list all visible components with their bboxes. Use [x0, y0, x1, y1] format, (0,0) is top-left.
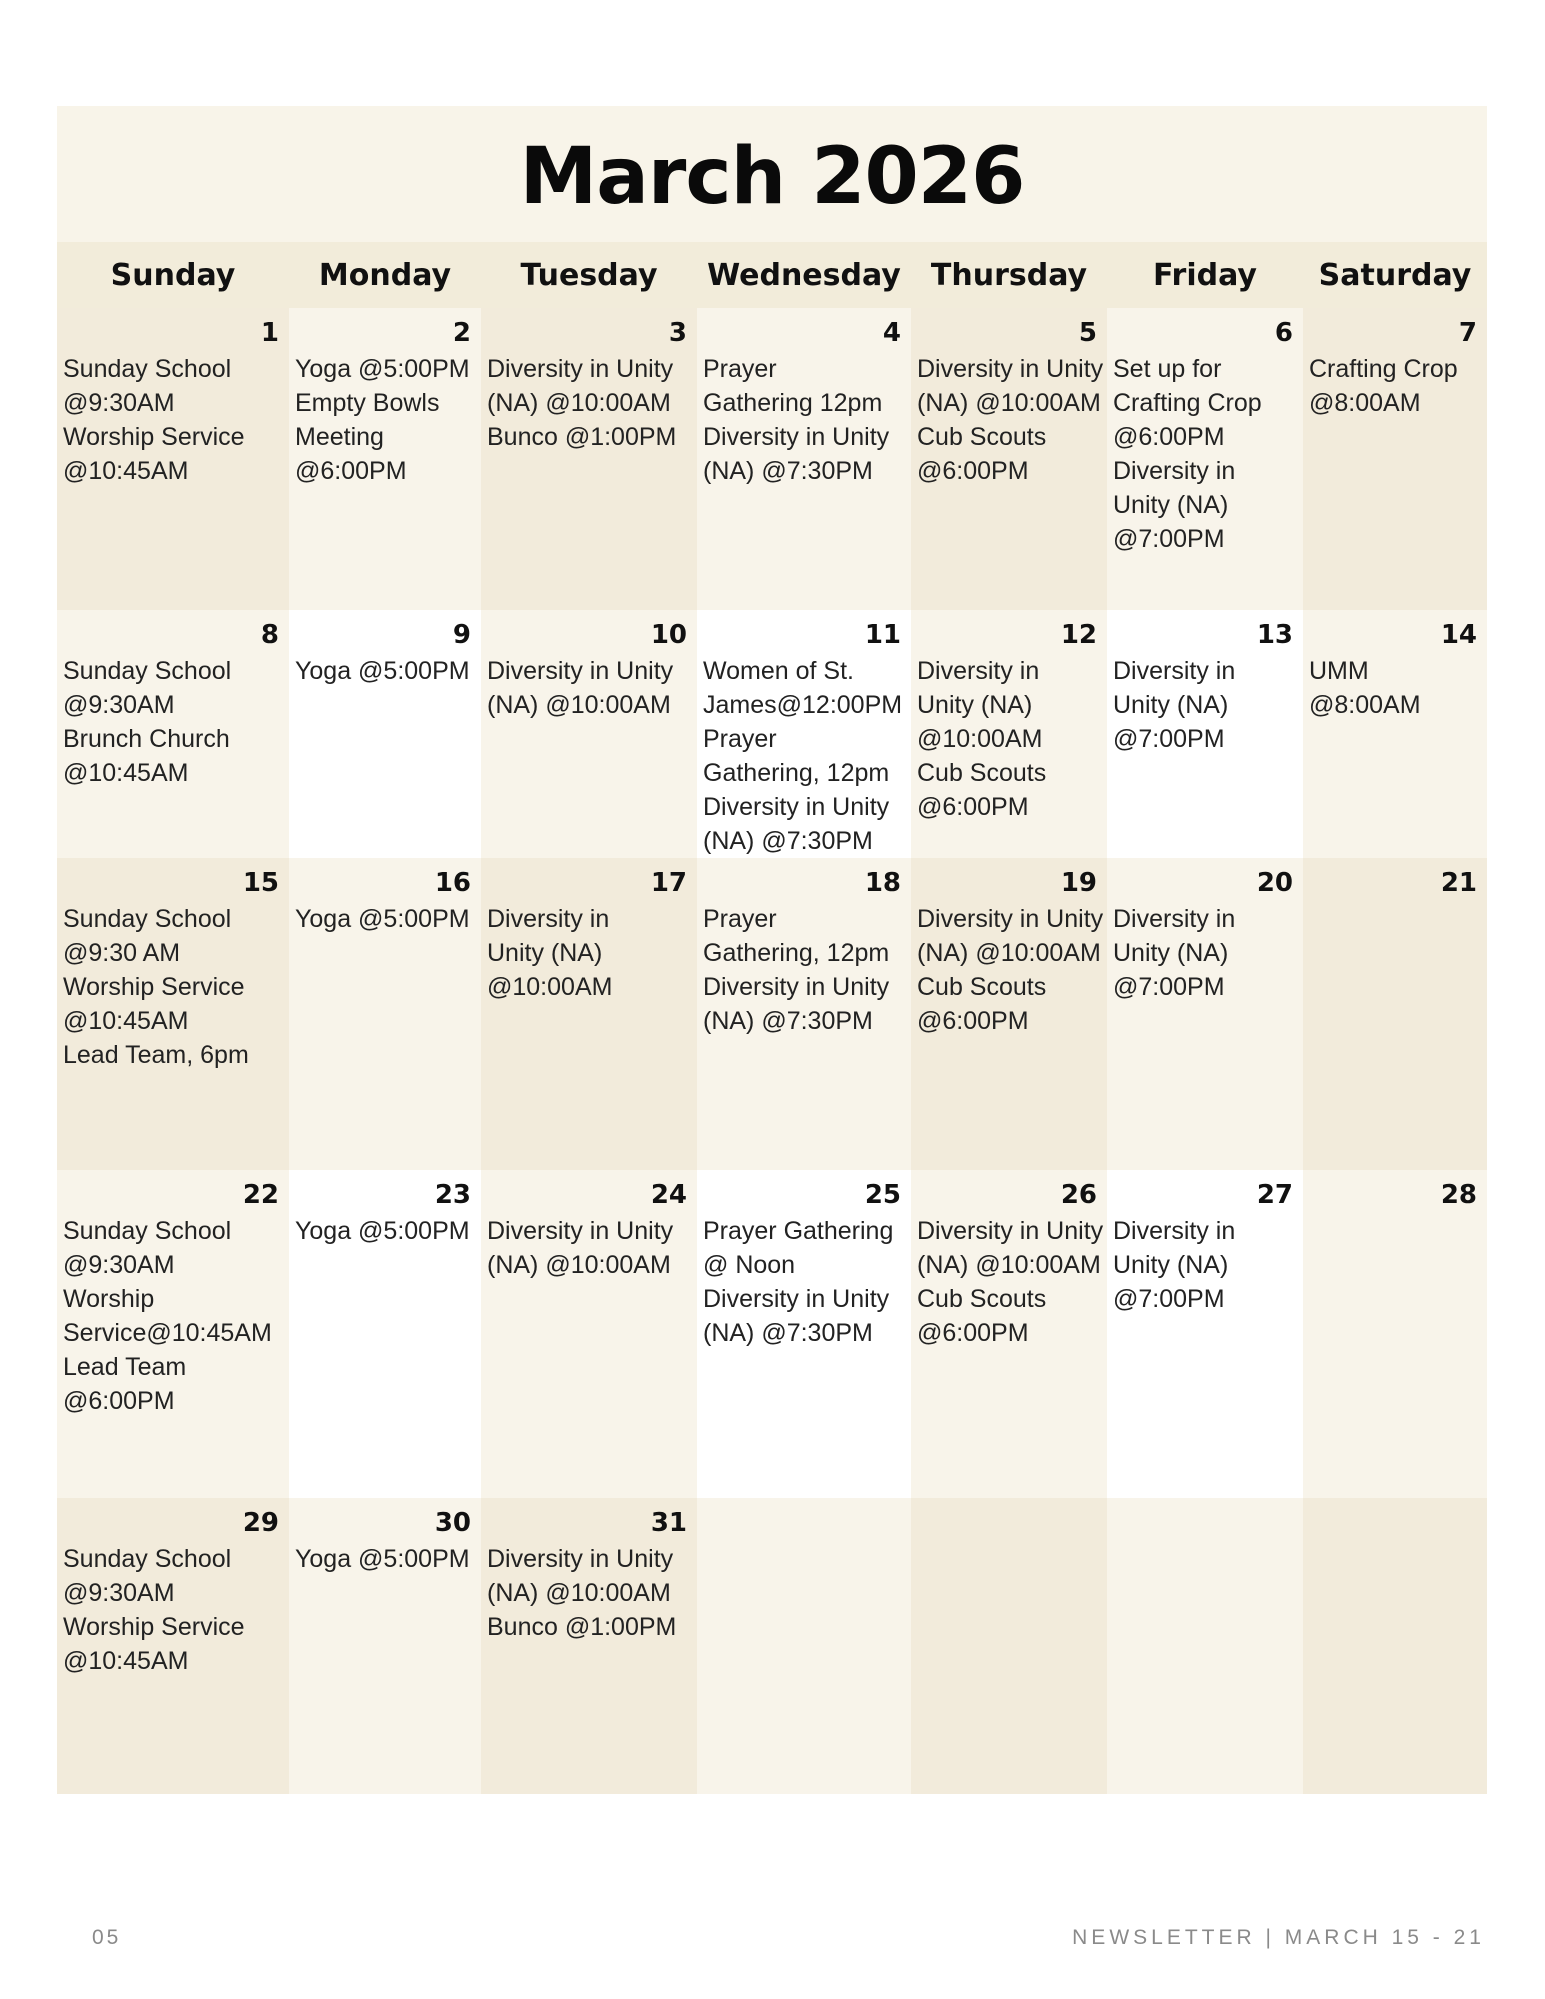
- day-cell: [57, 858, 289, 1170]
- day-number: 8: [260, 620, 279, 650]
- day-events: Diversity in Unity (NA) @10:00AM: [487, 657, 674, 719]
- day-cell: [911, 858, 1107, 1170]
- day-events: Diversity in Unity (NA) @10:00AM Bunco @1:00PM: [487, 355, 677, 451]
- day-events: Diversity in Unity (NA) @7:00PM: [1113, 905, 1236, 1001]
- weekday-monday: Monday: [318, 258, 452, 293]
- day-events: Prayer Gathering @ Noon Diversity in Unity (NA) @7:30PM: [703, 1217, 894, 1347]
- day-number: 18: [864, 868, 901, 898]
- day-cell: [481, 858, 697, 1170]
- weekday-tuesday: Tuesday: [520, 258, 658, 293]
- day-number: 21: [1440, 868, 1477, 898]
- day-number: 3: [668, 318, 687, 348]
- day-cell: [289, 1170, 481, 1498]
- day-cell: [57, 308, 289, 610]
- day-events: Diversity in Unity (NA) @10:00AM Cub Scouts @6:00PM: [917, 1217, 1104, 1347]
- day-cell: [481, 1170, 697, 1498]
- day-cell: [289, 1498, 481, 1794]
- day-number: 7: [1458, 318, 1477, 348]
- day-events: Yoga @5:00PM Empty Bowls Meeting @6:00PM: [295, 355, 470, 485]
- day-events: Yoga @5:00PM: [295, 1545, 470, 1573]
- day-cell: [1107, 1170, 1303, 1498]
- day-number: 23: [434, 1180, 471, 1210]
- day-cell: [1303, 1170, 1487, 1498]
- day-number: 10: [650, 620, 687, 650]
- day-number: 1: [260, 318, 279, 348]
- day-number: 6: [1274, 318, 1293, 348]
- day-cell: [1107, 858, 1303, 1170]
- day-events: Prayer Gathering, 12pm Diversity in Unity (NA) @7:30PM: [703, 905, 890, 1035]
- day-cell: [697, 1498, 911, 1794]
- day-cell: [57, 610, 289, 858]
- day-cell: [57, 1170, 289, 1498]
- day-events: Crafting Crop @8:00AM: [1309, 355, 1458, 417]
- weekday-header: [57, 242, 1487, 308]
- title-band: [57, 106, 1487, 242]
- day-number: 4: [882, 318, 901, 348]
- day-events: Diversity in Unity (NA) @10:00AM: [487, 905, 613, 1001]
- day-cell: [57, 1498, 289, 1794]
- day-events: Set up for Crafting Crop @6:00PM Diversity in Unity (NA) @7:00PM: [1113, 355, 1262, 553]
- day-number: 28: [1440, 1180, 1477, 1210]
- day-cell: [1303, 1498, 1487, 1794]
- day-number: 16: [434, 868, 471, 898]
- day-events: Diversity in Unity (NA) @10:00AM Bunco @1:00PM: [487, 1545, 677, 1641]
- day-events: Yoga @5:00PM: [295, 657, 470, 685]
- day-events: Sunday School @9:30AM Worship Service@10:45AM Lead Team @6:00PM: [63, 1217, 272, 1415]
- day-cell: [481, 308, 697, 610]
- day-events: Diversity in Unity (NA) @10:00AM Cub Scouts @6:00PM: [917, 657, 1047, 821]
- day-events: Diversity in Unity (NA) @10:00AM Cub Scouts @6:00PM: [917, 355, 1104, 485]
- day-events: Yoga @5:00PM: [295, 1217, 470, 1245]
- page-number: 05: [92, 1926, 122, 1949]
- day-events: Sunday School @9:30AM Worship Service @10:45AM: [63, 355, 245, 485]
- day-number: 20: [1256, 868, 1293, 898]
- day-cell: [1107, 308, 1303, 610]
- day-cell: [911, 308, 1107, 610]
- day-number: 17: [650, 868, 687, 898]
- day-cell: [911, 1498, 1107, 1794]
- newsletter-footer: NEWSLETTER | MARCH 15 - 21: [1072, 1926, 1485, 1949]
- day-number: 2: [452, 318, 471, 348]
- calendar-title: March 2026: [519, 132, 1025, 222]
- day-number: 30: [434, 1508, 471, 1538]
- day-cell: [289, 308, 481, 610]
- day-number: 15: [242, 868, 279, 898]
- day-events: Women of St. James@12:00PM Prayer Gathering, 12pm Diversity in Unity (NA) @7:30PM: [703, 657, 903, 855]
- day-number: 29: [242, 1508, 279, 1538]
- day-events: Yoga @5:00PM: [295, 905, 470, 933]
- day-events: UMM @8:00AM: [1309, 657, 1421, 719]
- day-cell: [481, 1498, 697, 1794]
- day-number: 11: [864, 620, 901, 650]
- day-number: 13: [1256, 620, 1293, 650]
- day-cell: [1303, 858, 1487, 1170]
- day-cell: [1303, 308, 1487, 610]
- day-cell: [697, 610, 911, 858]
- day-number: 9: [452, 620, 471, 650]
- weekday-thursday: Thursday: [930, 258, 1088, 293]
- day-cell: [481, 610, 697, 858]
- day-events: Sunday School @9:30 AM Worship Service @10:45AM Lead Team, 6pm: [63, 905, 249, 1069]
- day-number: 22: [242, 1180, 279, 1210]
- day-events: Sunday School @9:30AM Worship Service @10:45AM: [63, 1545, 245, 1675]
- day-events: Diversity in Unity (NA) @10:00AM Cub Scouts @6:00PM: [917, 905, 1104, 1035]
- day-number: 27: [1256, 1180, 1293, 1210]
- day-number: 12: [1060, 620, 1097, 650]
- day-cell: [1107, 1498, 1303, 1794]
- day-number: 26: [1060, 1180, 1097, 1210]
- day-events: Diversity in Unity (NA) @7:00PM: [1113, 1217, 1236, 1313]
- day-cell: [911, 610, 1107, 858]
- day-cell: [1303, 610, 1487, 858]
- day-cell: [697, 1170, 911, 1498]
- weekday-saturday: Saturday: [1318, 258, 1472, 293]
- day-number: 14: [1440, 620, 1477, 650]
- day-number: 24: [650, 1180, 687, 1210]
- day-cell: [289, 610, 481, 858]
- weekday-wednesday: Wednesday: [707, 258, 901, 293]
- day-number: 31: [650, 1508, 687, 1538]
- day-cell: [697, 858, 911, 1170]
- day-number: 25: [864, 1180, 901, 1210]
- day-number: 19: [1060, 868, 1097, 898]
- day-number: 5: [1078, 318, 1097, 348]
- day-events: Prayer Gathering 12pm Diversity in Unity (NA) @7:30PM: [703, 355, 890, 485]
- day-cell: [911, 1170, 1107, 1498]
- day-events: Sunday School @9:30AM Brunch Church @10:45AM: [63, 657, 232, 787]
- day-cell: [697, 308, 911, 610]
- day-events: Diversity in Unity (NA) @10:00AM: [487, 1217, 674, 1279]
- weekday-sunday: Sunday: [110, 258, 236, 293]
- day-cell: [289, 858, 481, 1170]
- day-events: Diversity in Unity (NA) @7:00PM: [1113, 657, 1236, 753]
- weekday-friday: Friday: [1152, 258, 1257, 293]
- day-cell: [1107, 610, 1303, 858]
